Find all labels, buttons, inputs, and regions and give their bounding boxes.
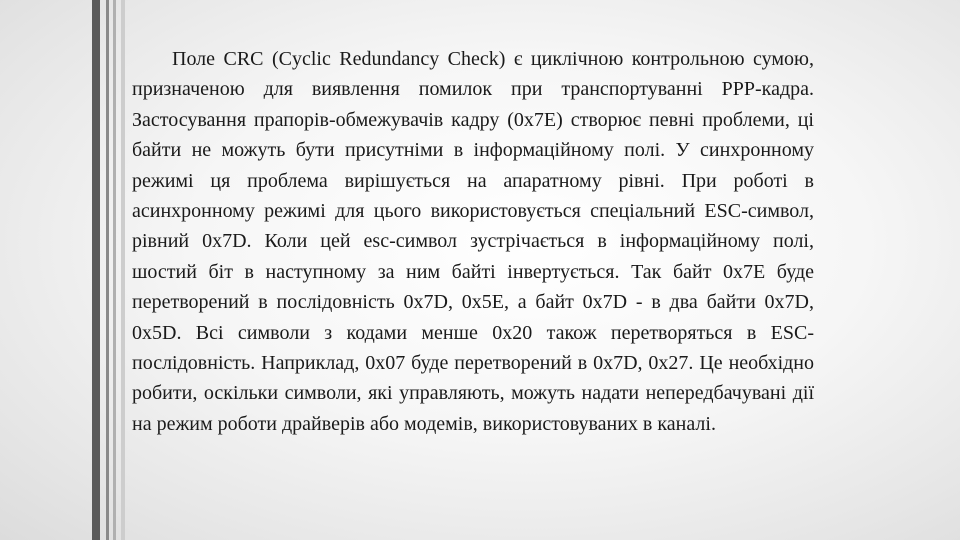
decorative-bar-mid [106,0,109,540]
decorative-bar-faint [121,0,125,540]
decorative-bar-light [113,0,116,540]
slide-content [132,44,814,439]
body-paragraph: Поле CRC (Cyclic Redundancy Check) є циклічною контрольною сумою, призначеною для виявлення помилок при транспортуванні PPP-кадра. Застосування прапорів-обмежувачів кадру (0x7E) створює певні проблеми, ці байти не можуть бути присутніми в інформаційному полі. У синхронному режимі ця проблема вирішується на апаратному рівні. При роботі в асинхронному режимі для цього використовується спеціальний ESC-символ, рівний 0x7D. Коли цей esc-символ зустрічається в інформаційному полі, шостий біт в наступному за ним байті інвертується. Так байт 0x7E буде перетворений в послідовність 0x7D, 0x5E, а байт 0x7D - в два байти 0x7D, 0x5D. Всі символи з кодами менше 0x20 також перетворяться в ESC-послідовність. Наприклад, 0x07 буде перетворений в 0x7D, 0x27. Це необхідно робити, оскільки символи, які управляють, можуть надати непередбачувані дії на режим роботи драйверів або модемів, використовуваних в каналі. [132,48,815,435]
decorative-bar-dark [92,0,100,540]
